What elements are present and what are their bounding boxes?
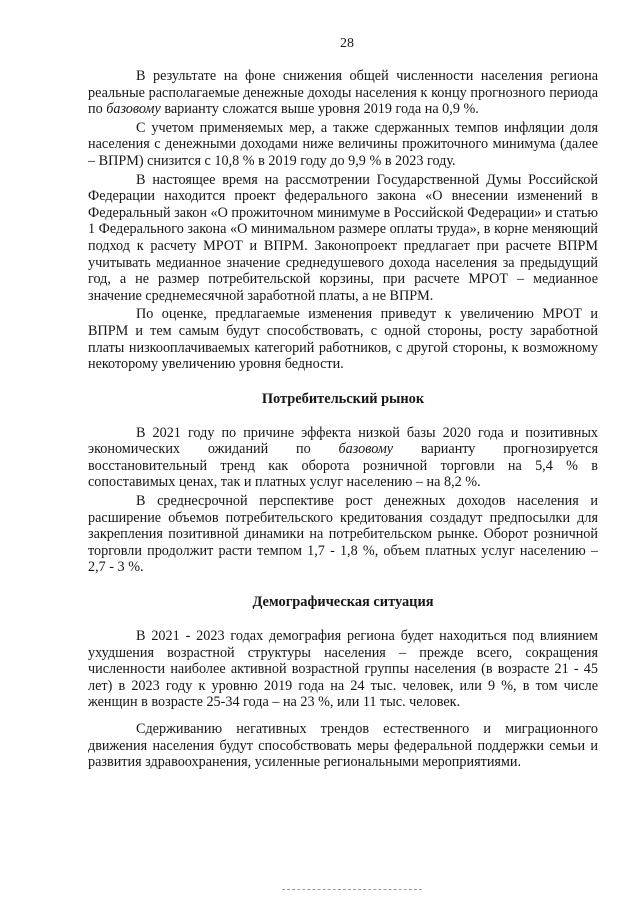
section-heading: Потребительский рынок <box>261 390 425 407</box>
paragraph: С учетом применяемых мер, а также сдержанных темпов инфляции доля населения с денежными доходами ниже величины прожиточного минимума (далее – ВПРМ) снизится с 10,8 % в 2019 году до 9,9 % в 2023 году. <box>88 119 598 169</box>
section-consumer-market <box>88 391 598 576</box>
section-demography <box>88 594 598 771</box>
paragraph: В среднесрочной перспективе рост денежных доходов населения и расширение объемов потребительского кредитования создадут предпосылки для закрепления позитивной динамики на потребительском рынке. Оборот розничной торговли продолжит расти темпом 1,7 - 1,8 %, объем платных услуг населению – 2,7 - 3 %. <box>88 493 598 576</box>
footer-divider <box>282 889 422 890</box>
page-number: 28 <box>340 36 354 51</box>
paragraph: В 2021 - 2023 годах демография региона будет находиться под влиянием ухудшения возрастной структуры населения – прежде всего, сокращения численности наиболее активной возрастной группы населения (в возрасте 21 - 45 лет) в 2023 году к уровню 2019 года на 24 тыс. человек, или 9 %, в том числе женщин в возрасте 25-34 года – на 23 %, или 11 тыс. человек. <box>88 628 598 711</box>
paragraph: В результате на фоне снижения общей численности населения региона реальные располагаемые денежные доходы населения к концу прогнозного периода по базовому варианту сложатся выше уровня 2019 года на 0,9 %. <box>88 68 598 118</box>
section-heading: Демографическая ситуация <box>252 594 434 611</box>
paragraph: В 2021 году по причине эффекта низкой базы 2020 года и позитивных экономических ожиданий по базовому варианту прогнозируется восстановительный тренд как оборота розничной торговли на 5,4 % в сопоставимых ценах, так и платных услуг населению – на 8,2 %. <box>88 424 598 491</box>
section-income <box>88 68 598 373</box>
paragraph: Сдерживанию негативных трендов естественного и миграционного движения населения будут способствовать меры федеральной поддержки семьи и развития здравоохранения, усиленные региональными мероприятиями. <box>88 721 598 771</box>
paragraph: В настоящее время на рассмотрении Государственной Думы Российской Федерации находится проект федерального закона «О внесении изменений в Федеральный закон «О прожиточном минимуме в Российской Федерации» и статью 1 Федерального закона «О минимальном размере оплаты труда», в корне меняющий подход к расчету МРОТ и ВПРМ. Законопроект предлагает при расчете ВПРМ учитывать медианное значение среднедушевого дохода населения за предыдущий год, а не размер потребительской корзины, при расчете МРОТ – медианное значение среднемесячной заработной платы, а не ВПРМ. <box>88 171 598 304</box>
paragraph: По оценке, предлагаемые изменения приведут к увеличению МРОТ и ВПРМ и тем самым будут способствовать, с одной стороны, росту заработной платы низкооплачиваемых категорий работников, с другой стороны, к возможному некоторому увеличению уровня бедности. <box>88 306 598 373</box>
